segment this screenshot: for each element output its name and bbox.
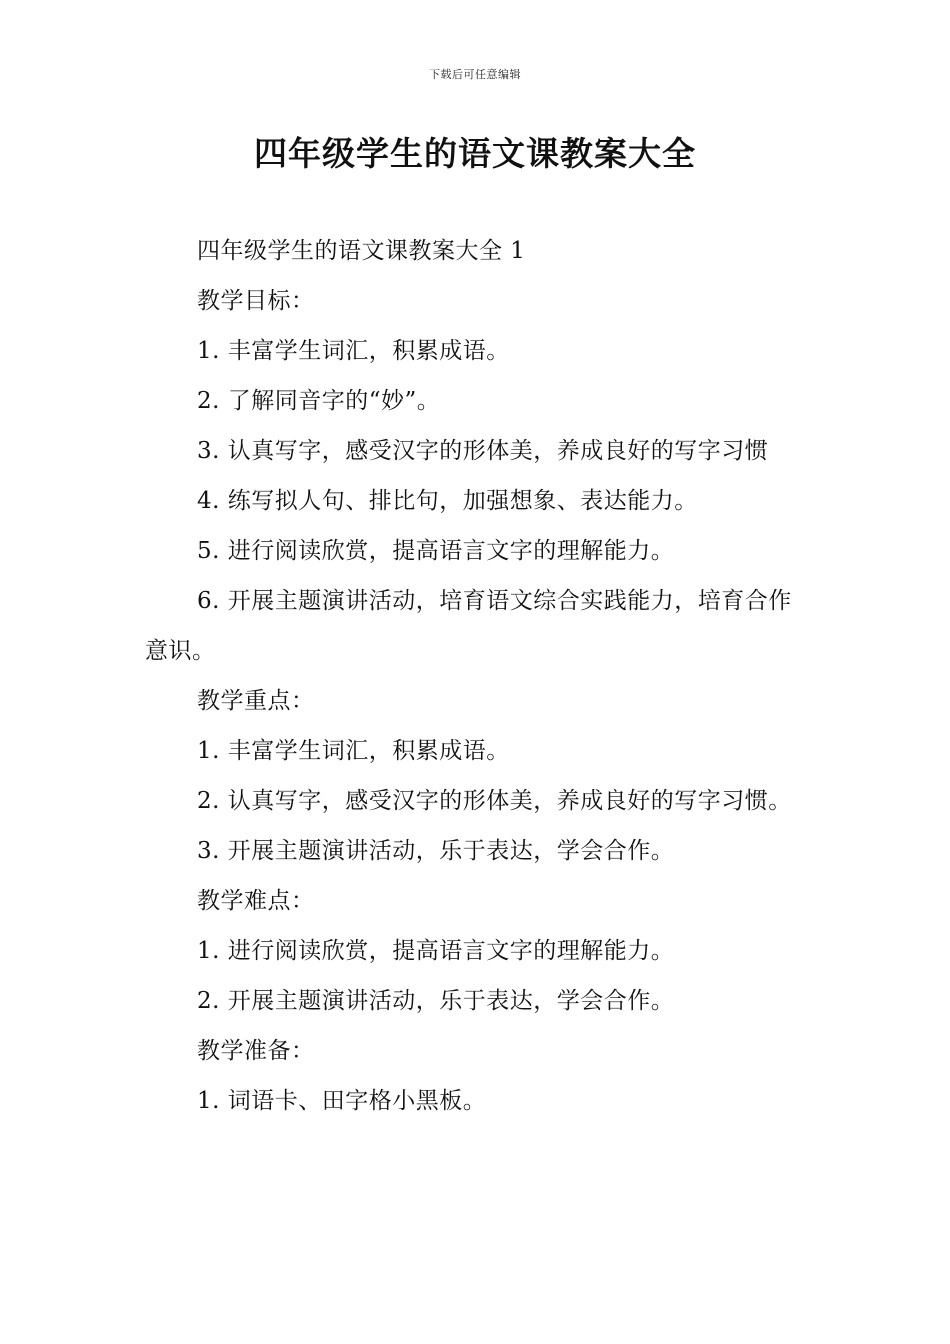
goal-item: 6. 开展主题演讲活动，培育语文综合实践能力，培育合作意识。 [145, 588, 792, 664]
difficulties-heading: 教学难点： [197, 888, 315, 914]
difficulty-item: 2. 开展主题演讲活动，乐于表达，学会合作。 [197, 988, 675, 1014]
document-title: 四年级学生的语文课教案大全 [254, 134, 696, 173]
preparation-item: 1. 词语卡、田字格小黑板。 [197, 1088, 487, 1114]
key-point-item: 2. 认真写字，感受汉字的形体美，养成良好的写字习惯。 [197, 788, 792, 814]
key-point-item: 1. 丰富学生词汇，积累成语。 [197, 738, 510, 764]
document-body [145, 226, 807, 1126]
goal-item: 4. 练写拟人句、排比句，加强想象、表达能力。 [197, 488, 698, 514]
key-points-heading: 教学重点： [197, 688, 315, 714]
header-note: 下载后可任意编辑 [429, 68, 521, 81]
goal-item: 1. 丰富学生词汇，积累成语。 [197, 338, 510, 364]
section-heading: 四年级学生的语文课教案大全 1 [197, 238, 526, 264]
key-point-item: 3. 开展主题演讲活动，乐于表达，学会合作。 [197, 838, 675, 864]
goal-item: 5. 进行阅读欣赏，提高语言文字的理解能力。 [197, 538, 675, 564]
difficulty-item: 1. 进行阅读欣赏，提高语言文字的理解能力。 [197, 938, 675, 964]
goal-item: 3. 认真写字，感受汉字的形体美，养成良好的写字习惯 [197, 438, 769, 464]
teaching-goals-heading: 教学目标： [197, 288, 315, 314]
preparation-heading: 教学准备： [197, 1038, 315, 1064]
goal-item: 2. 了解同音字的“妙”。 [197, 388, 441, 414]
